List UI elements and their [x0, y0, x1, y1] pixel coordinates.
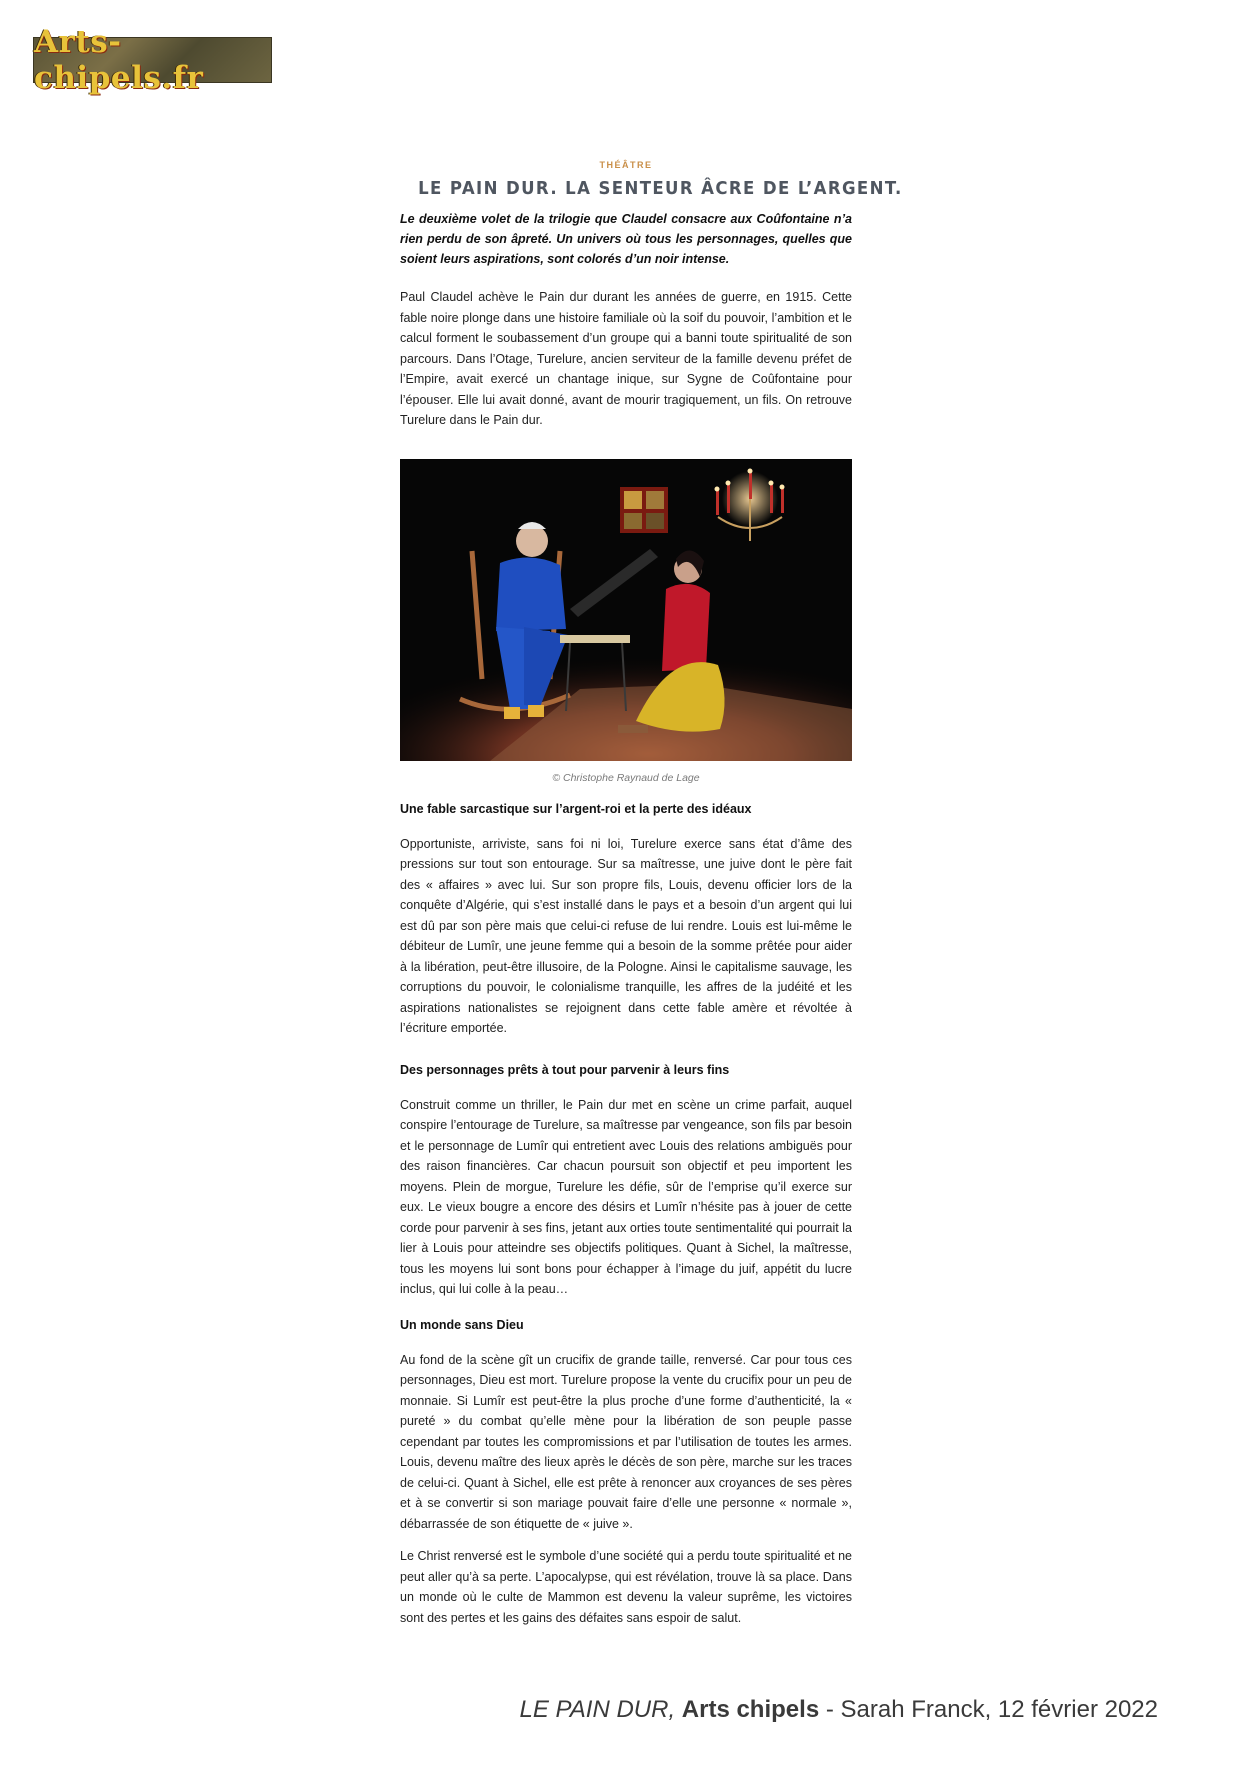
footer-byline: - Sarah Franck, 12 février 2022 [825, 1696, 1158, 1723]
article [400, 160, 903, 1628]
section1-body: Opportuniste, arriviste, sans foi ni loi, Turelure exerce sans état d’âme des pressions sur tout son entourage. Sur sa maîtresse, une juive dont le père fait des « affaires » avec lui. Sur son propre fils, Louis, devenu officier lors de la conquête d’Algérie, qui s’est installé dans le pays et a besoin d’un argent qui lui est dû par son père mais que celui-ci refuse de lui rendre. Louis est lui-même le débiteur de Lumîr, une jeune femme qui a besoin de la somme prêtée pour aider à la libération, peut-être illusoire, de la Pologne. Ainsi le capitalisme sauvage, les corruptions du pouvoir, le colonialisme tranquille, les affres de la judéité et les aspirations nationalistes se rejoignent dans cette fable amère et révoltée à l’écriture emportée. [400, 836, 852, 1035]
article-rubric: THÉÂTRE [599, 160, 653, 170]
section3-heading: Un monde sans Dieu [400, 1317, 524, 1332]
article-figure [400, 459, 852, 784]
footer-play-title: LE PAIN DUR, [519, 1696, 676, 1723]
footer-publication: Arts chipels [681, 1696, 820, 1723]
photo-caption: © Christophe Raynaud de Lage [552, 771, 700, 784]
section3-body-1: Au fond de la scène gît un crucifix de grande taille, renversé. Car pour tous ces personnages, Dieu est mort. Turelure propose la vente du crucifix pour un peu de monnaie. Si Lumîr est peut-être la plus proche d’une forme d’authenticité, la « pureté » du combat qu’elle mène pour la libération de son peuple passe cependant par toutes les compromissions et par l’utilisation de toutes les armes. Louis, devenu maître des lieux après le décès de son père, marche sur les traces de celui-ci. Quant à Sichel, elle est prête à renoncer aux croyances de ses pères et à se convertir si son mariage pouvait faire d’elle une personne « normale », débarrassée de son étiquette de « juive ». [400, 1352, 852, 1531]
site-logo [33, 24, 272, 96]
page-footer [520, 1696, 1158, 1724]
article-intro: Paul Claudel achève le Pain dur durant les années de guerre, en 1915. Cette fable noire plonge dans une histoire familiale où la soif du pouvoir, l’ambition et le calcul forment le soubassement d’un groupe qui a banni toute spiritualité de son parcours. Dans l’Otage, Turelure, ancien serviteur de la famille devenu préfet de l’Empire, avait exercé un chantage inique, sur Sygne de Coûfontaine pour l’épouser. Elle lui avait donné, avant de mourir tragiquement, un fils. On retrouve Turelure dans le Pain dur. [400, 290, 852, 427]
section3-body-2: Le Christ renversé est le symbole d’une société qui a perdu toute spiritualité et ne peut aller qu’à sa perte. L’apocalypse, qui est révélation, trouve là sa place. Dans un monde où le culte de Mammon est devenu la valeur suprême, les victoires sont des pertes et les gains des défaites sans espoir de salut. [400, 1549, 852, 1625]
site-logo-text: Arts-chipels.fr [34, 24, 204, 96]
section2-body: Construit comme un thriller, le Pain dur met en scène un crime parfait, auquel conspire l’entourage de Turelure, sa maîtresse par vengeance, son fils par besoin et le personnage de Lumîr qui entretient avec Louis des relations ambiguës pour des raison financières. Car chacun poursuit son objectif et peu importent les moyens. Plein de morgue, Turelure les défie, sûr de l’emprise qu’il exerce sur eux. Le vieux bougre a encore des désirs et Lumîr n’hésite pas à jouer de cette corde pour parvenir à ses fins, jetant aux orties toute sentimentalité qui pourrait la lier à Louis pour atteindre ses objectifs politiques. Quant à Sichel, la maîtresse, tous les moyens lui sont bons pour échapper à l’image du juif, appétit du lucre inclus, qui lui colle à la peau… [400, 1097, 852, 1296]
section1-heading: Une fable sarcastique sur l’argent-roi et la perte des idéaux [400, 801, 752, 816]
article-lead: Le deuxième volet de la trilogie que Claudel consacre aux Coûfontaine n’a rien perdu de son âpreté. Un univers où tous les personnages, quelles que soient leurs aspirations, sont colorés d’un noir intense. [400, 212, 852, 266]
article-title: LE PAIN DUR. LA SENTEUR ÂCRE DE L’ARGENT. [418, 178, 903, 199]
section2-heading: Des personnages prêts à tout pour parvenir à leurs fins [400, 1062, 730, 1077]
stage-photo [400, 459, 852, 761]
